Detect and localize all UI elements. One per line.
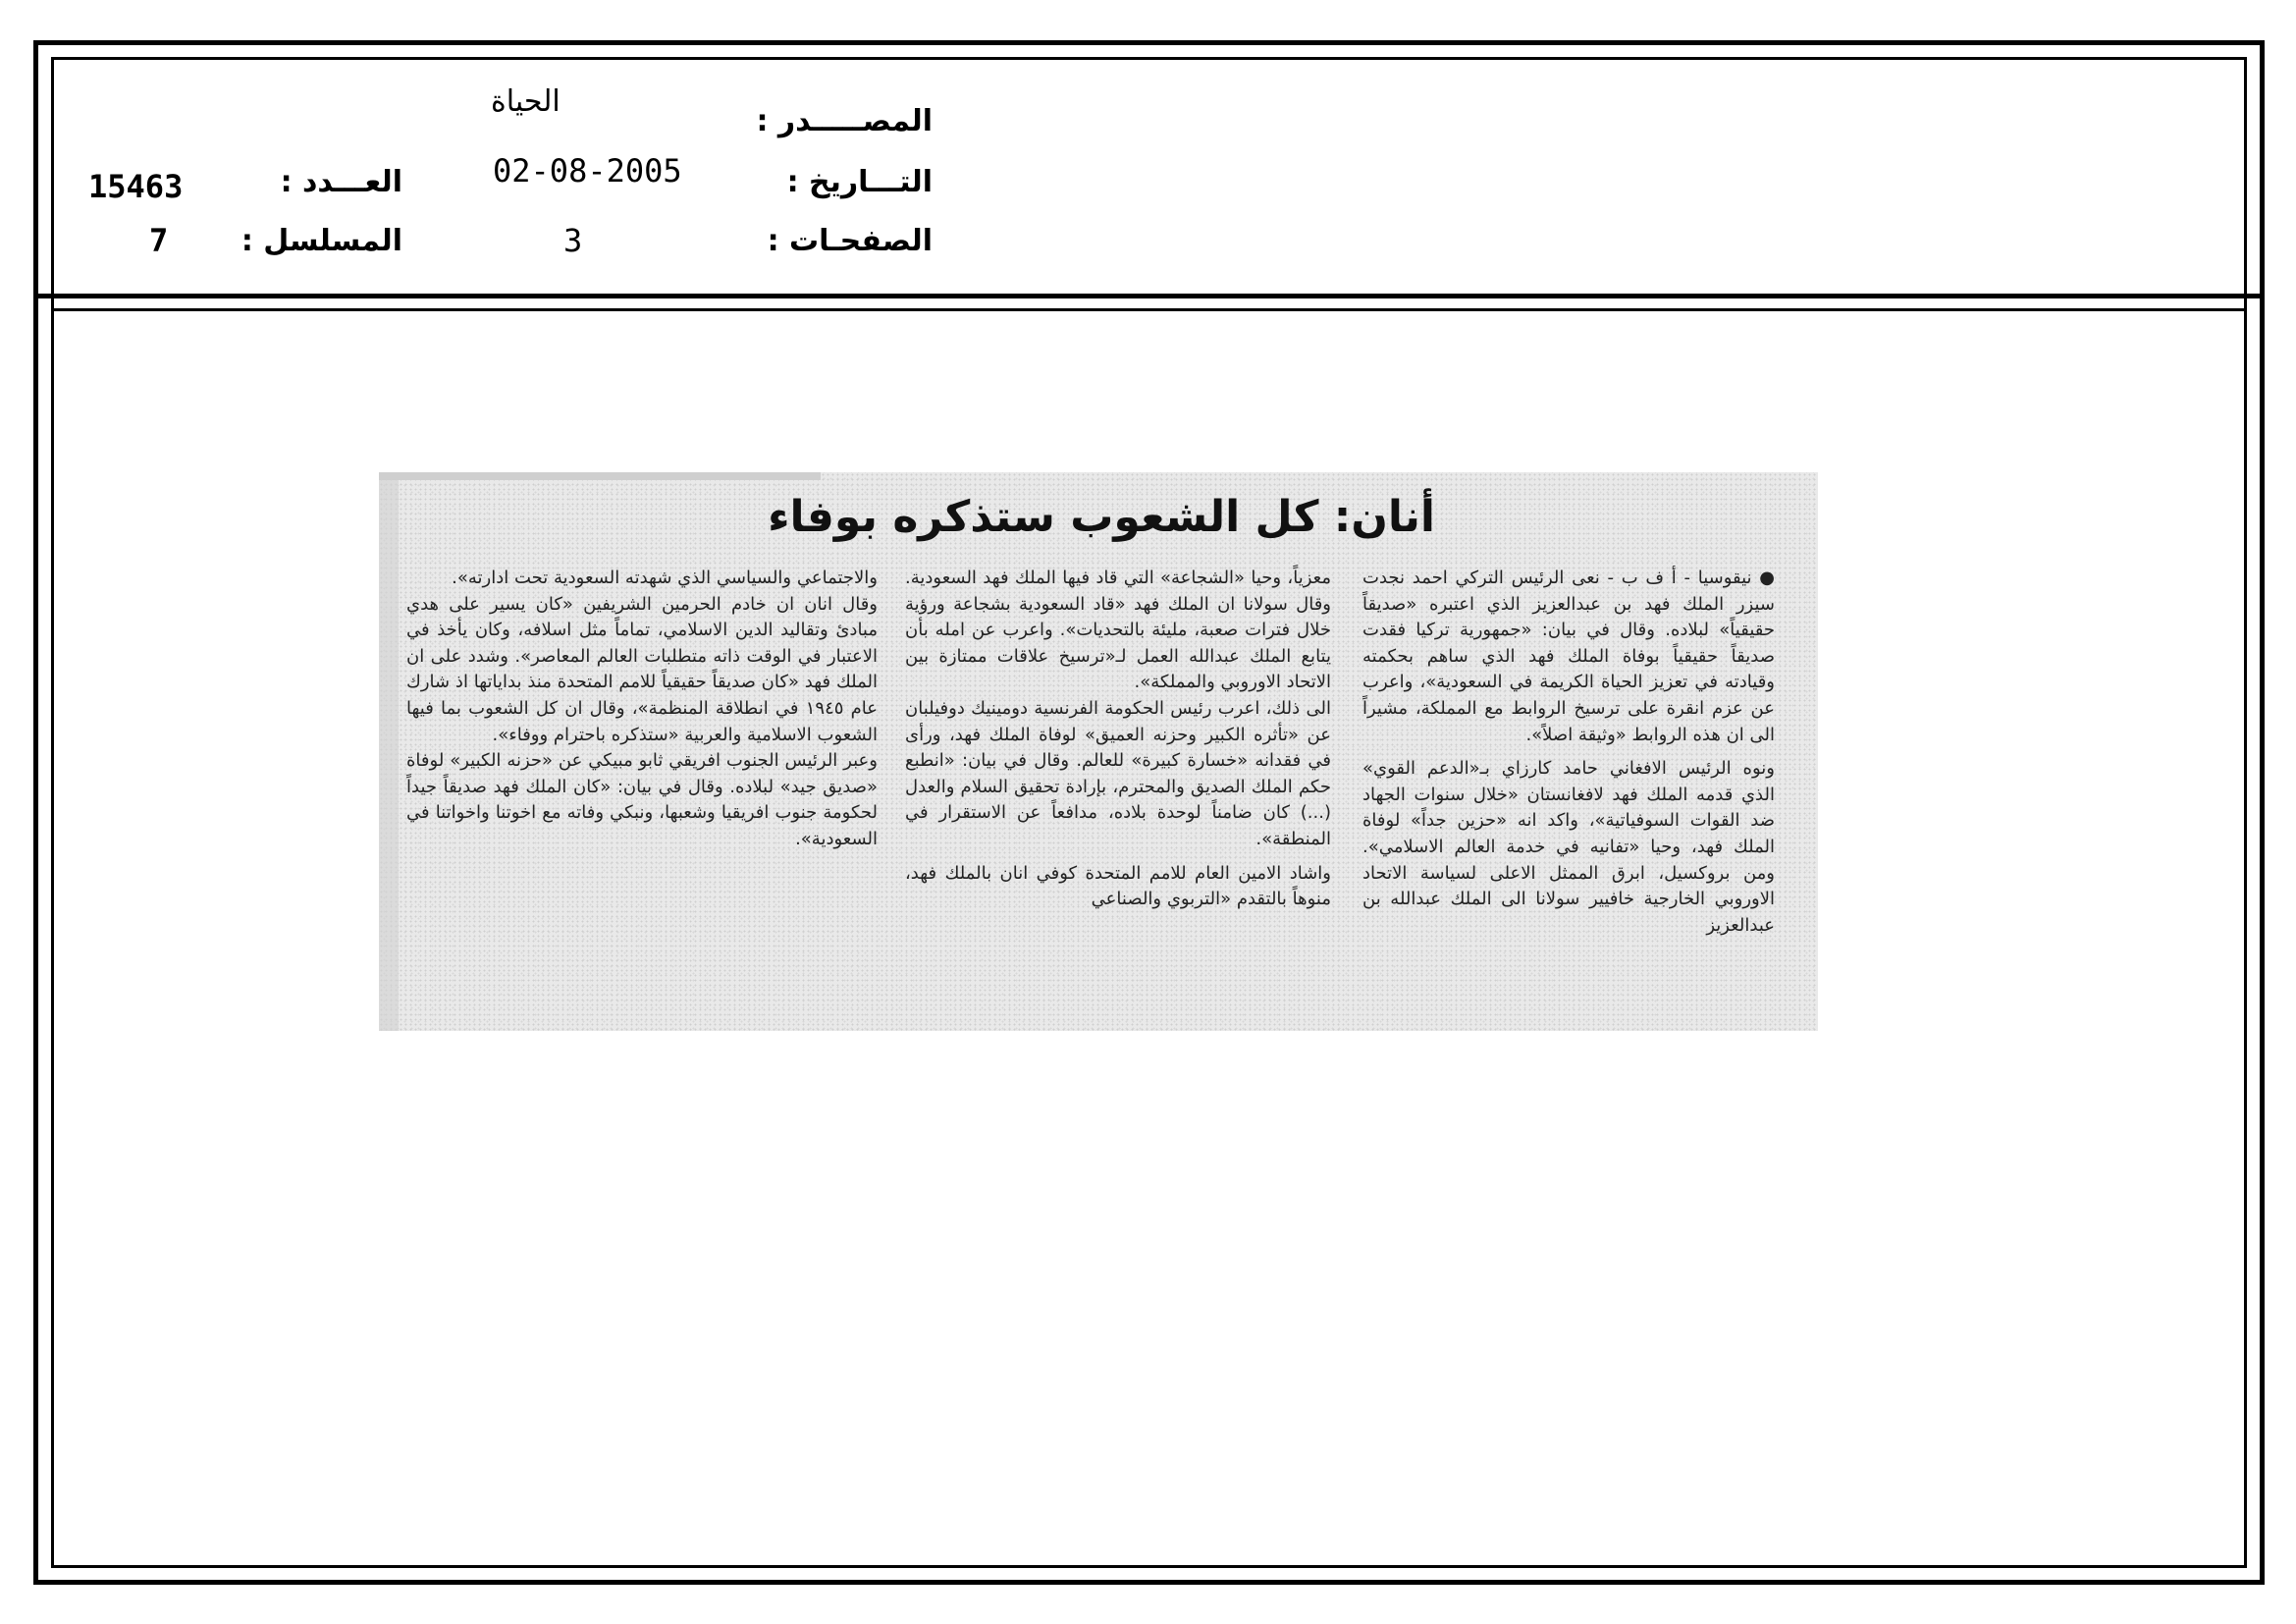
article-paragraph: ونوه الرئيس الافغاني حامد كارزاي بـ«الدعم القوي» الذي قدمه الملك فهد لافغانستان «خلال سنوات الجهاد ضد القوات السوفياتية»، واكد انه «حزين جداً» لوفاة الملك فهد، وحيا «تفانيه في خدمة العالم الاسلامي». ومن بروكسيل، ابرق الممثل الاعلى لسياسة الاتحاد الاوروبي الخارجية خافيير سولانا الى الملك عبدالله بن عبدالعزيز	[1362, 758, 1775, 936]
article-paragraph: ● نيقوسيا - أ ف ب - نعى الرئيس التركي احمد نجدت سيزر الملك فهد بن عبدالعزيز الذي اعتبره «صديقاً حقيقياً» لبلاده. وقال في بيان: «جمهورية تركيا فقدت صديقاً حقيقياً بوفاة الملك فهد الذي ساهم بحكمته وقيادته في تعزيز الحياة الكريمة في السعودية»، واعرب عن عزم انقرة على ترسيخ الروابط مع المملكة، مشيراً الى ان هذه الروابط «وثيقة اصلاً».	[1362, 568, 1775, 745]
source-value: الحياة	[491, 84, 561, 119]
pages-label: الصفحـات :	[767, 224, 933, 258]
article-headline: أنان: كل الشعوب ستذكره بوفاء	[768, 492, 1435, 542]
article-paragraph: وعبر الرئيس الجنوب افريقي ثابو مبيكي عن «حزنه الكبير» لوفاة «صديق جيد» لبلاده. وقال في بيان: «كان الملك فهد صديقاً جيداً لحكومة جنوب افريقيا وشعبها، ونبكي وفاته مع اخوتنا واخواتنا في السعودية».	[406, 750, 878, 849]
article-column-3	[406, 566, 878, 853]
source-label: المصـــــدر :	[756, 104, 933, 138]
pages-value: 3	[563, 222, 583, 259]
issue-label: العـــدد :	[280, 165, 402, 199]
serial-label: المسلسل :	[240, 224, 402, 258]
article-paragraph: معزياً، وحيا «الشجاعة» التي قاد فيها الملك فهد السعودية. وقال سولانا ان الملك فهد «قاد السعودية بشجاعة ورؤية خلال فترات صعبة، مليئة بالتحديات». واعرب عن امله بأن يتابع الملك عبدالله العمل لـ«ترسيخ علاقات ممتازة بين الاتحاد الاوروبي والمملكة».	[905, 568, 1331, 693]
article-paragraph: وقال انان ان خادم الحرمين الشريفين «كان يسير على هدي مبادئ وتقاليد الدين الاسلامي، تماماً مثل اسلافه، وكان يأخذ في الاعتبار في الوقت ذاته متطلبات العالم المعاصر». وشدد على ان الملك فهد «كان صديقاً حقيقياً للامم المتحدة منذ بداياتها اذ شارك عام ١٩٤٥ في انطلاقة المنظمة»، وقال ان كل الشعوب بما فيها الشعوب الاسلامية والعربية «ستذكره باحترام ووفاء».	[406, 593, 879, 745]
issue-value: 15463	[88, 168, 184, 205]
article-paragraph: الى ذلك، اعرب رئيس الحكومة الفرنسية دومينيك دوفيلبان عن «تأثره الكبير وحزنه العميق» لوفاة الملك فهد، ورأى في فقدانه «خسارة كبيرة» للعالم. وقال في بيان: «انطبع حكم الملك الصديق والمحترم، بإرادة تحقيق السلام والعدل (...) كان ضامناً لوحدة بلاده، مدافعاً عن الاستقرار في المنطقة».	[905, 697, 1331, 849]
article-column-1	[1362, 566, 1775, 939]
article-paragraph: واشاد الامين العام للامم المتحدة كوفي انان بالملك فهد، منوهاً بالتقدم «التربوي والصناعي	[905, 862, 1331, 910]
clipping-top-strip	[379, 472, 821, 480]
header-divider-inner	[51, 308, 2247, 311]
serial-value: 7	[149, 222, 169, 259]
date-label: التـــاريخ :	[786, 165, 933, 199]
date-value: 02-08-2005	[493, 152, 682, 189]
article-column-2	[905, 566, 1331, 913]
clipping-edge-shadow	[379, 472, 399, 1031]
newspaper-clipping	[379, 472, 1818, 1031]
header-divider	[33, 294, 2265, 298]
article-paragraph: والاجتماعي والسياسي الذي شهدته السعودية تحت ادارته».	[452, 568, 878, 588]
